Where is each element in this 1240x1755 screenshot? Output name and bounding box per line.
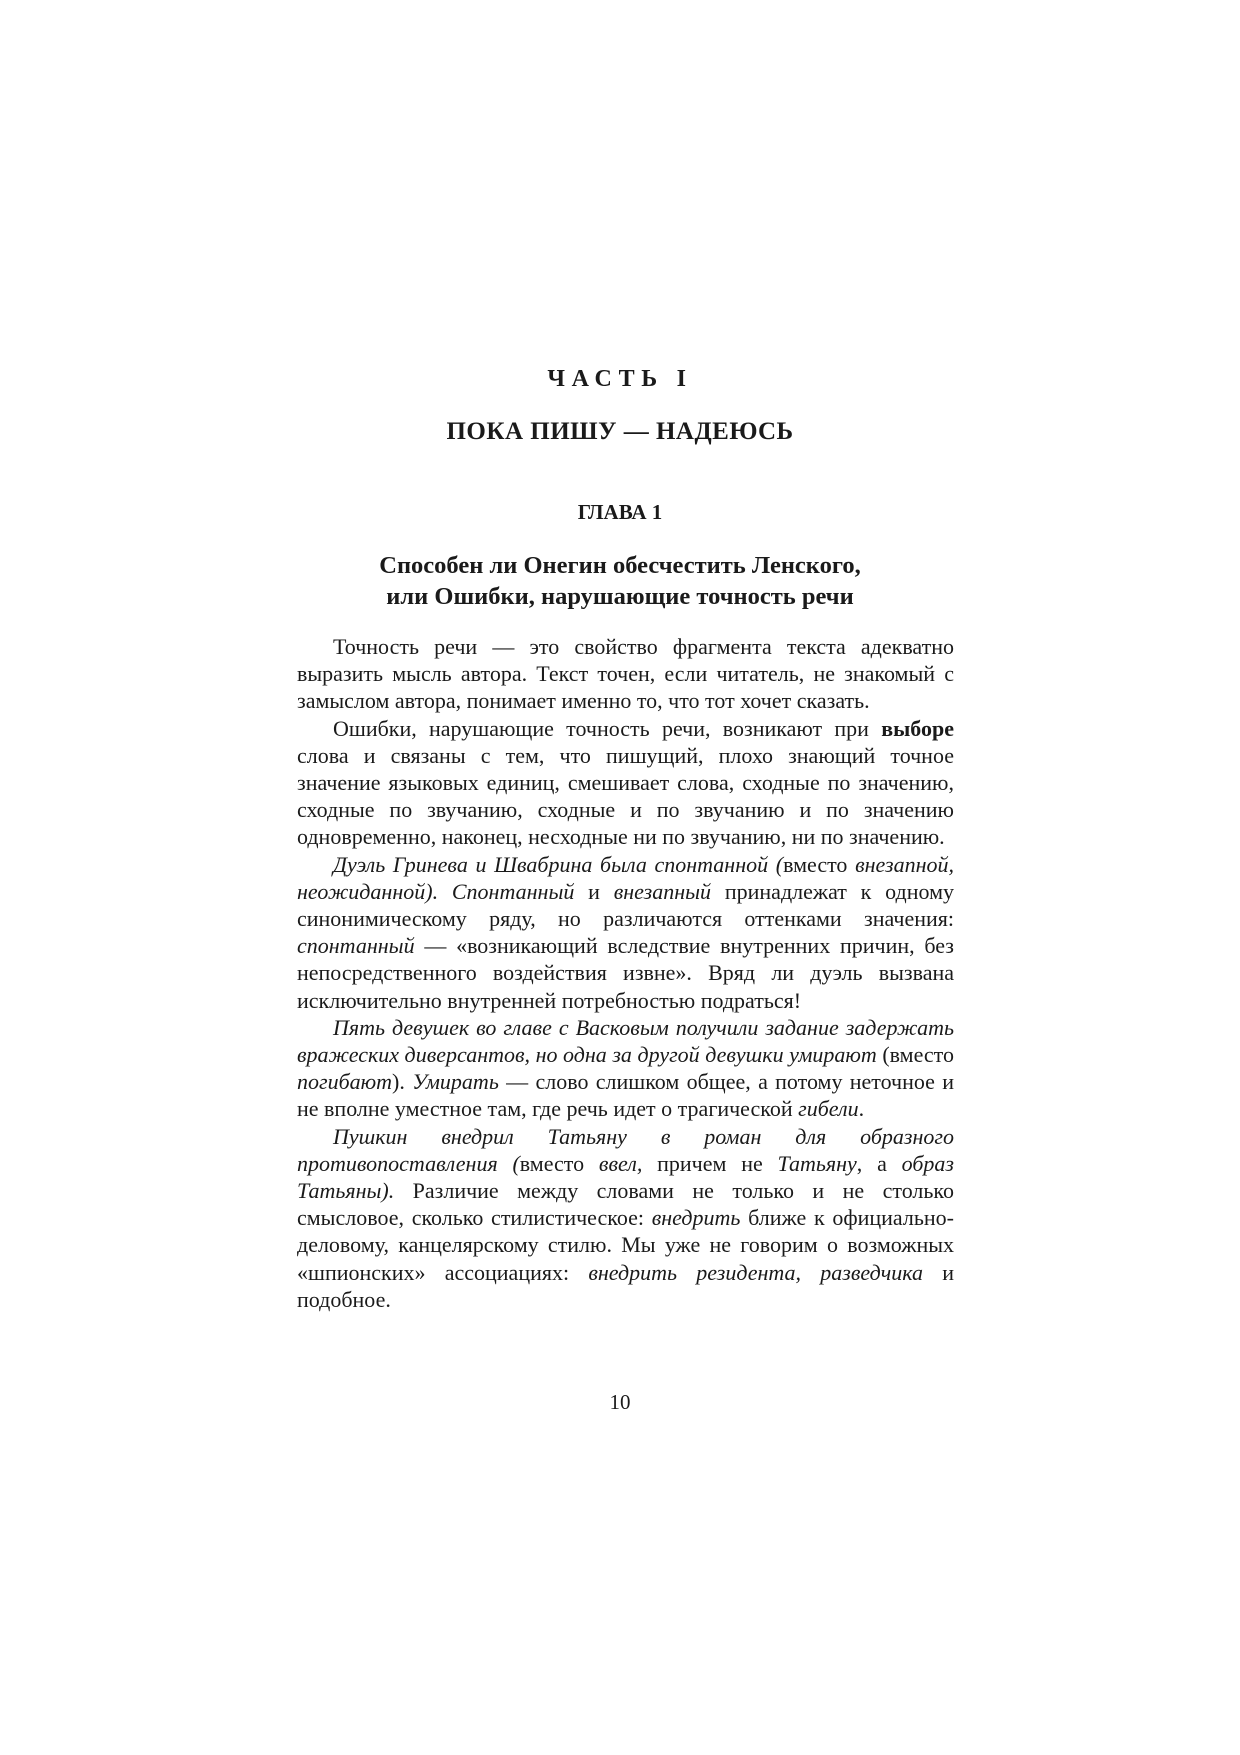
example-italic: внедрить резидента, разведчика	[588, 1259, 923, 1285]
example-italic: Пять девушек во главе с Васковым получили задание задержать вражеских диверсантов, но одна за другой девушки умирают	[297, 1014, 954, 1068]
paragraph-text: Различие между словами не только и не столько смысловое, сколько стилистическое:	[297, 1178, 954, 1231]
example-italic: Татьяну	[777, 1150, 857, 1176]
example-italic: Пушкин внедрил Татьяну в роман для образного противопоставления (	[297, 1123, 954, 1176]
paragraph-text: , а	[856, 1150, 902, 1176]
paragraph-text: причем не	[642, 1150, 778, 1176]
paragraph-text: .	[858, 1096, 865, 1122]
chapter-title	[0, 550, 1240, 612]
paragraph-text: — слово слишком общее, а потому неточное и не вполне уместное там, где речь идет о трагической	[297, 1069, 955, 1122]
paragraph-text: ближе к официально-деловому, канцелярскому стилю. Мы уже не говорим о возможных «шпионских» ассоциациях:	[297, 1205, 954, 1285]
paragraph-3	[297, 851, 954, 1014]
paragraph-text: вместо	[519, 1150, 599, 1176]
example-italic: внедрить	[651, 1205, 741, 1231]
body-text	[297, 633, 954, 1313]
paragraph-1: Точность речи — это свойство фрагмента текста адекватно выразить мысль автора. Текст точен, если читатель, не знакомый с замыслом автора, понимает именно то, что тот хочет сказать.	[297, 634, 954, 714]
example-italic: Дуэль Гринева и Швабрина была спонтанной (	[333, 851, 784, 877]
example-italic: образ Татьяны).	[297, 1150, 954, 1204]
paragraph-2	[297, 715, 954, 851]
chapter-label: ГЛАВА 1	[577, 500, 663, 524]
paragraph-text: (вместо	[876, 1042, 954, 1068]
part-title: ПОКА ПИШУ — НАДЕЮСЬ	[446, 418, 794, 445]
example-italic: гибели	[798, 1096, 859, 1122]
paragraph-5	[297, 1123, 954, 1313]
example-italic: спонтанный	[297, 933, 415, 959]
example-italic: ввел,	[598, 1150, 643, 1176]
part-label: ЧАСТЬ I	[547, 366, 693, 392]
chapter-title-line-2: или Ошибки, нарушающие точность речи	[386, 583, 854, 610]
paragraph-text: вместо	[783, 851, 856, 877]
example-italic: внезапной, неожиданной). Спонтанный	[297, 851, 954, 904]
paragraph-text: и подобное.	[297, 1259, 954, 1312]
paragraph-text: — «возникающий вследствие внутренних причин, без непосредственного воздействия извне». Вряд ли дуэль вызвана исключительно внутренней потребностью подраться!	[297, 933, 954, 1013]
paragraph-text: ).	[392, 1069, 413, 1095]
paragraph-text: слова и связаны с тем, что пишущий, плохо знающий точное значение языковых единиц, смешивает слова, сходные по значению, сходные по звучанию, сходные и по звучанию и по значению одновременно, наконец, несходные ни по звучанию, ни по значению.	[297, 742, 954, 850]
example-italic: внезапный	[613, 878, 712, 904]
page-number: 10	[609, 1390, 631, 1414]
paragraph-text: Ошибки, нарушающие точность речи, возникают при	[333, 715, 882, 741]
paragraph-4	[297, 1014, 954, 1123]
paragraph-text: и	[574, 878, 614, 904]
paragraph-text: принадлежат к одному синонимическому ряду, но различаются оттенками значения:	[297, 878, 954, 932]
example-italic: Умирать	[412, 1069, 499, 1095]
emphasis-bold: выборе	[881, 715, 954, 741]
chapter-title-line-1: Способен ли Онегин обесчестить Ленского,	[379, 552, 861, 579]
example-italic: погибают	[297, 1069, 393, 1095]
